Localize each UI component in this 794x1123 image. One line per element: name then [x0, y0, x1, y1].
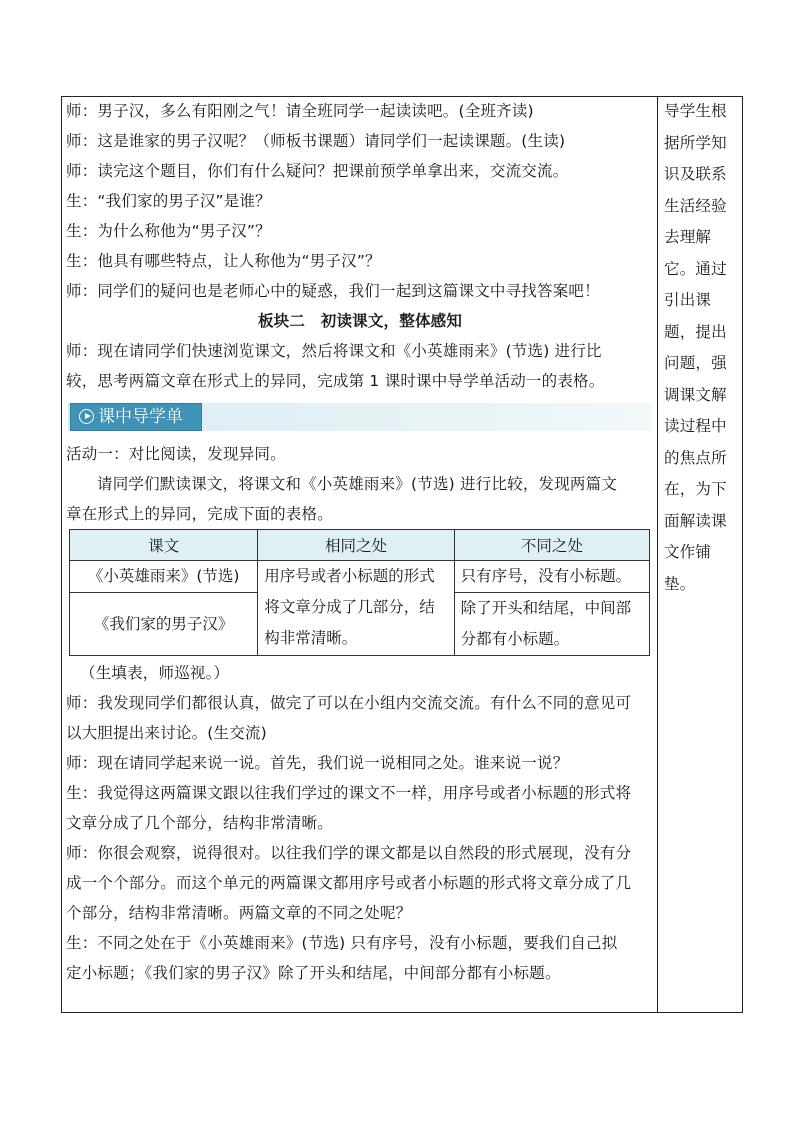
side-note-line: 垫。	[664, 574, 696, 593]
play-circle-icon	[79, 409, 94, 424]
dialogue-line: 师：男子汉，多么有阳刚之气！请全班同学一起读读吧。(全班齐读)	[66, 102, 534, 120]
stage-direction: （生填表，师巡视。）	[80, 664, 230, 682]
side-note-line: 在，为下	[664, 480, 727, 498]
table-cell-text-1: 《小英雄雨来》(节选)	[70, 561, 258, 593]
dialogue-line: 成一个个部分。而这个单元的两篇课文都用序号或者小标题的形式将文章分成了几	[66, 874, 632, 892]
cell-line: 分都有小标题。	[460, 630, 570, 648]
side-note-line: 导学生根	[664, 102, 727, 120]
activity-title: 活动一：对比阅读，发现异同。	[66, 445, 286, 463]
dialogue-line: 师：你很会观察，说得很对。以往我们学的课文都是以自然段的形式展现，没有分	[66, 844, 632, 862]
cell-line: 将文章分成了几部分，结	[264, 598, 435, 616]
dialogue-line: 定小标题；《我们家的男子汉》除了开头和结尾，中间部分都有小标题。	[66, 964, 561, 982]
dialogue-line: 生：为什么称他为“男子汉”？	[66, 222, 271, 240]
table-header: 不同之处	[454, 530, 649, 561]
side-note-line: 它。通过	[664, 259, 727, 278]
dialogue-line: 文章分成了几个部分，结构非常清晰。	[66, 814, 333, 832]
cell-line: 除了开头和结尾，中间部	[460, 599, 632, 617]
comparison-table	[69, 529, 650, 656]
activity-desc: 章在形式上的异同，完成下面的表格。	[66, 505, 333, 523]
dialogue-line: 生：“我们家的男子汉”是谁？	[66, 192, 271, 210]
dialogue-line: 较，思考两篇文章在形式上的异同，完成第 1 课时课中导学单活动一的表格。	[66, 372, 605, 390]
table-cell-text-2: 《我们家的男子汉》	[70, 593, 258, 656]
column-divider	[657, 96, 658, 1013]
table-cell-diff-1: 只有序号，没有小标题。	[454, 561, 649, 593]
dialogue-line: 生：我觉得这两篇课文跟以往我们学过的课文不一样，用序号或者小标题的形式将	[66, 784, 632, 802]
side-note-line: 题，提出	[664, 322, 727, 341]
table-header: 相同之处	[258, 530, 454, 561]
guide-banner-label: 课中导学单	[98, 407, 183, 427]
side-note-line: 识及联系	[664, 165, 727, 183]
dialogue-line: 生：不同之处在于《小英雄雨来》(节选) 只有序号，没有小标题，要我们自己拟	[66, 934, 618, 952]
activity-desc: 请同学们默读课文，将课文和《小英雄雨来》(节选) 进行比较，发现两篇文	[97, 475, 618, 493]
dialogue-line: 师：现在请同学起来说一说。首先，我们说一说相同之处。谁来说一说？	[66, 754, 569, 772]
side-note-line: 面解读课	[664, 511, 727, 530]
dialogue-line: 师：读完这个题目，你们有什么疑问？把课前预学单拿出来，交流交流。	[66, 162, 569, 180]
side-note-line: 问题，强	[664, 354, 727, 372]
dialogue-line: 以大胆提出来讨论。(生交流)	[66, 724, 267, 742]
section-heading: 板块二 初读课文，整体感知	[257, 312, 463, 330]
dialogue-line: 师：这是谁家的男子汉呢？（师板书课题）请同学们一起读课题。(生读)	[66, 132, 566, 150]
dialogue-line: 个部分，结构非常清晰。两篇文章的不同之处呢？	[66, 904, 412, 922]
side-note-line: 引出课	[664, 291, 712, 309]
side-note-line: 读过程中	[664, 417, 727, 435]
side-note-line: 调课文解	[664, 385, 727, 404]
side-note-line: 文作铺	[664, 543, 712, 561]
side-notes-column	[664, 96, 734, 600]
cell-line: 构非常清晰。	[264, 629, 358, 647]
side-note-line: 据所学知	[664, 133, 727, 152]
dialogue-line: 师：现在请同学们快速浏览课文，然后将课文和《小英雄雨来》(节选) 进行比	[66, 342, 602, 360]
cell-line: 用序号或者小标题的形式	[264, 567, 435, 585]
side-note-line: 的焦点所	[664, 448, 727, 467]
side-note-line: 去理解	[664, 228, 712, 246]
table-header: 课文	[70, 530, 258, 561]
main-column	[66, 96, 654, 988]
guide-banner	[68, 403, 652, 431]
table-cell-same	[258, 561, 454, 656]
table-cell-diff-2	[454, 593, 649, 656]
guide-banner-tag	[70, 403, 202, 431]
side-note-line: 生活经验	[664, 196, 727, 215]
dialogue-line: 师：同学们的疑问也是老师心中的疑惑，我们一起到这篇课文中寻找答案吧！	[66, 282, 600, 300]
dialogue-line: 师：我发现同学们都很认真，做完了可以在小组内交流交流。有什么不同的意见可	[66, 694, 632, 712]
dialogue-line: 生：他具有哪些特点，让人称他为“男子汉”？	[66, 252, 381, 270]
